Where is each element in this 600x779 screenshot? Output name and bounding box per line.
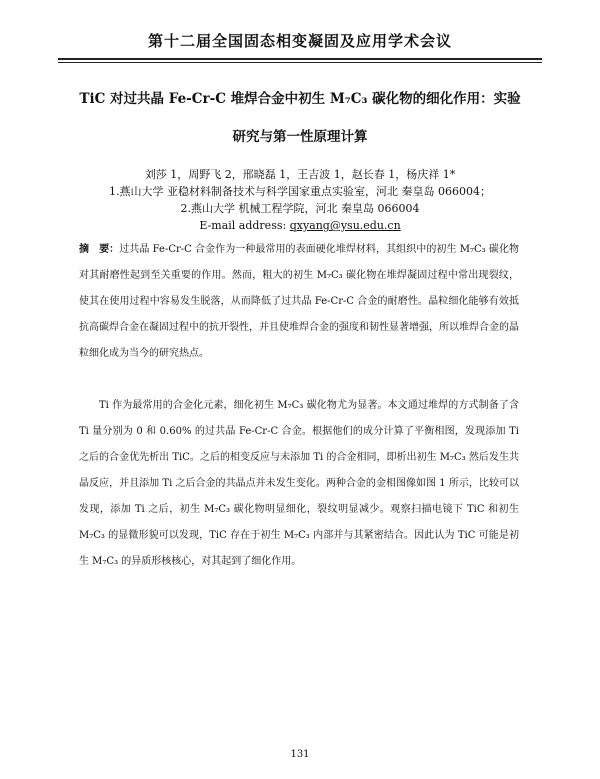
header-rule-thick — [58, 58, 542, 60]
title-line-1: TiC 对过共晶 Fe-Cr-C 堆焊合金中初生 M₇C₃ 碳化物的细化作用：实验 — [79, 91, 521, 107]
header-rule-thin — [58, 62, 542, 63]
body-paragraph: Ti 作为最常用的合金化元素，细化初生 M₇C₃ 碳化物尤为显著。本文通过堆焊的方式制备了含 Ti 量分别为 0 和 0.60% 的过共晶 Fe-Cr-C 合金。根据他们的成分计算了平衡相图，发现添加 Ti 之后的合金优先析出 TiC。之后的相变反应与未添加 Ti 的合金相同，即析出初生 M₇C₃ 然后发生共晶反应，并且添加 Ti 之后合金的共晶点并未发生变化。两种合金的金相图像如图 1 所示，比较可以发现，添加 Ti 之后，初生 M₇C₃ 碳化物明显细化，裂纹明显减少。观察扫描电镜下 TiC 和初生 M₇C₃ 的显微形貌可以发现，TiC 存在于初生 M₇C₃ 内部并与其紧密结合。因此认为 TiC 可能是初生 M₇C₃ 的异质形核核心，对其起到了细化作用。 — [79, 400, 519, 567]
email-link[interactable]: qxyang@ysu.edu.cn — [289, 219, 401, 232]
abstract-text: 过共晶 Fe-Cr-C 合金作为一种最常用的表面硬化堆焊材料，其组织中的初生 M₇C₃ 碳化物对其耐磨性起到至关重要的作用。然而，粗大的初生 M₇C₃ 碳化物在堆焊凝固过程中常出现裂纹，使其在使用过程中容易发生脱落，从而降低了过共晶 Fe-Cr-C 合金的耐磨性。晶粒细化能够有效抵抗高碳焊合金在凝固过程中的抗开裂性，并且使堆焊合金的强度和韧性显著增强，所以堆焊合金的晶粒细化成为当今的研究热点。 — [79, 244, 519, 359]
author-block — [60, 166, 540, 234]
author-list: 刘莎 1，周野飞 2，邢晓磊 1，王吉波 1，赵长春 1，杨庆祥 1* — [144, 168, 456, 181]
affiliation-1: 1.燕山大学 亚稳材料制备技术与科学国家重点实验室，河北 秦皇岛 066004； — [109, 185, 491, 198]
abstract-label: 摘 要： — [79, 244, 120, 255]
title-line-2: 研究与第一性原理计算 — [232, 129, 368, 145]
conference-header: 第十二届全国固态相变凝固及应用学术会议 — [147, 32, 452, 50]
email-label: E-mail address: — [199, 219, 287, 232]
affiliation-2: 2.燕山大学 机械工程学院，河北 秦皇岛 066004 — [180, 202, 420, 215]
paper-title — [60, 80, 540, 156]
page-number: 131 — [290, 749, 310, 760]
abstract — [79, 237, 519, 367]
email-line — [60, 217, 540, 234]
